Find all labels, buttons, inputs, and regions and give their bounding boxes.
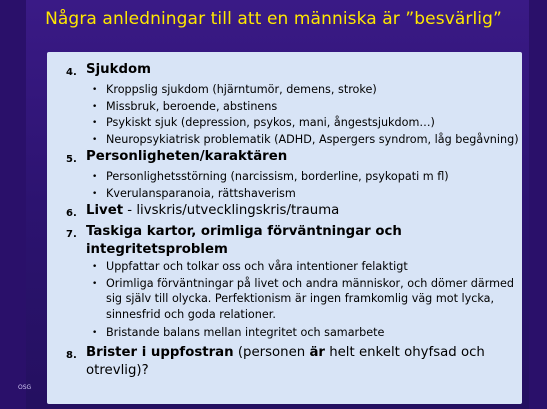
sub-item (92, 132, 524, 149)
sub-item (92, 276, 524, 323)
item-heading-wrap (86, 344, 524, 380)
bullet-icon: • (92, 134, 98, 145)
item-heading-rest-2: helt enkelt ohyfsad och otrevlig)? (86, 344, 485, 378)
item-number: 7. (66, 229, 77, 240)
sub-item-text: Orimliga förväntningar på livet och andra människor, och dömer därmed sig själv till olycka. Perfektionism är ingen framkomlig väg mot lycka, sinnesfrid och goda relationer. (106, 276, 515, 321)
item-heading-rest: (personen (233, 344, 310, 360)
bullet-icon: • (92, 85, 98, 95)
sub-item (92, 99, 524, 116)
sub-item (92, 82, 524, 99)
sub-item-text: Neuropsykiatrisk problematik (ADHD, Aspergers syndrom, låg begåvning) (106, 132, 519, 146)
list-item-6 (66, 202, 524, 223)
sub-item-text: Missbruk, beroende, abstinens (106, 99, 278, 113)
bullet-icon: • (92, 118, 98, 128)
bullet-icon: • (92, 188, 98, 199)
item-heading-wrap (86, 202, 524, 220)
item-number: 4. (66, 67, 77, 78)
left-band (0, 0, 26, 409)
sub-item-text: Kroppslig sjukdom (hjärntumör, demens, stroke) (106, 83, 377, 96)
sub-item-text: Uppfattar och tolkar oss och våra intentioner felaktigt (106, 260, 408, 273)
list-item-7 (66, 223, 524, 259)
sub-item-text: Personlighetsstörning (narcissism, borderline, psykopati m fl) (106, 170, 449, 183)
bullet-icon: • (92, 278, 98, 289)
bullet-icon: • (92, 172, 98, 182)
item-heading: Taskiga kartor, orimliga förväntningar och integritetsproblem (86, 224, 402, 257)
item-heading-rest: - livskris/utvecklingskris/trauma (123, 203, 340, 218)
bullet-icon: • (92, 101, 98, 112)
sub-item-text: Bristande balans mellan integritet och samarbete (106, 326, 385, 339)
item-heading: Sjukdom (86, 62, 151, 77)
list-item-5 (66, 148, 524, 169)
item-heading-emphasis: är (309, 344, 325, 360)
item-heading: Brister i uppfostran (86, 344, 234, 360)
sub-item-text: Psykiskt sjuk (depression, psykos, mani, ångestsjukdom…) (106, 116, 435, 129)
sub-item (92, 186, 524, 203)
sub-item (92, 115, 524, 132)
content-list (66, 61, 524, 380)
item-number: 6. (66, 208, 77, 219)
sub-item-text: Kverulansparanoia, rättshaverism (106, 186, 296, 200)
item-heading: Personligheten/karaktären (86, 149, 288, 164)
item-heading: Livet (86, 203, 124, 218)
list-item-8 (66, 344, 524, 380)
sub-item (92, 169, 524, 186)
list-item-4 (66, 61, 524, 82)
bullet-icon: • (92, 262, 98, 272)
sub-item (92, 325, 524, 342)
slide-title: Några anledningar till att en människa är ”besvärlig” (45, 9, 502, 29)
footer-label: OSG (18, 384, 32, 391)
item-number: 8. (66, 349, 77, 361)
bullet-icon: • (92, 328, 98, 338)
right-band (529, 0, 547, 409)
sub-item (92, 259, 524, 276)
item-number: 5. (66, 154, 77, 165)
